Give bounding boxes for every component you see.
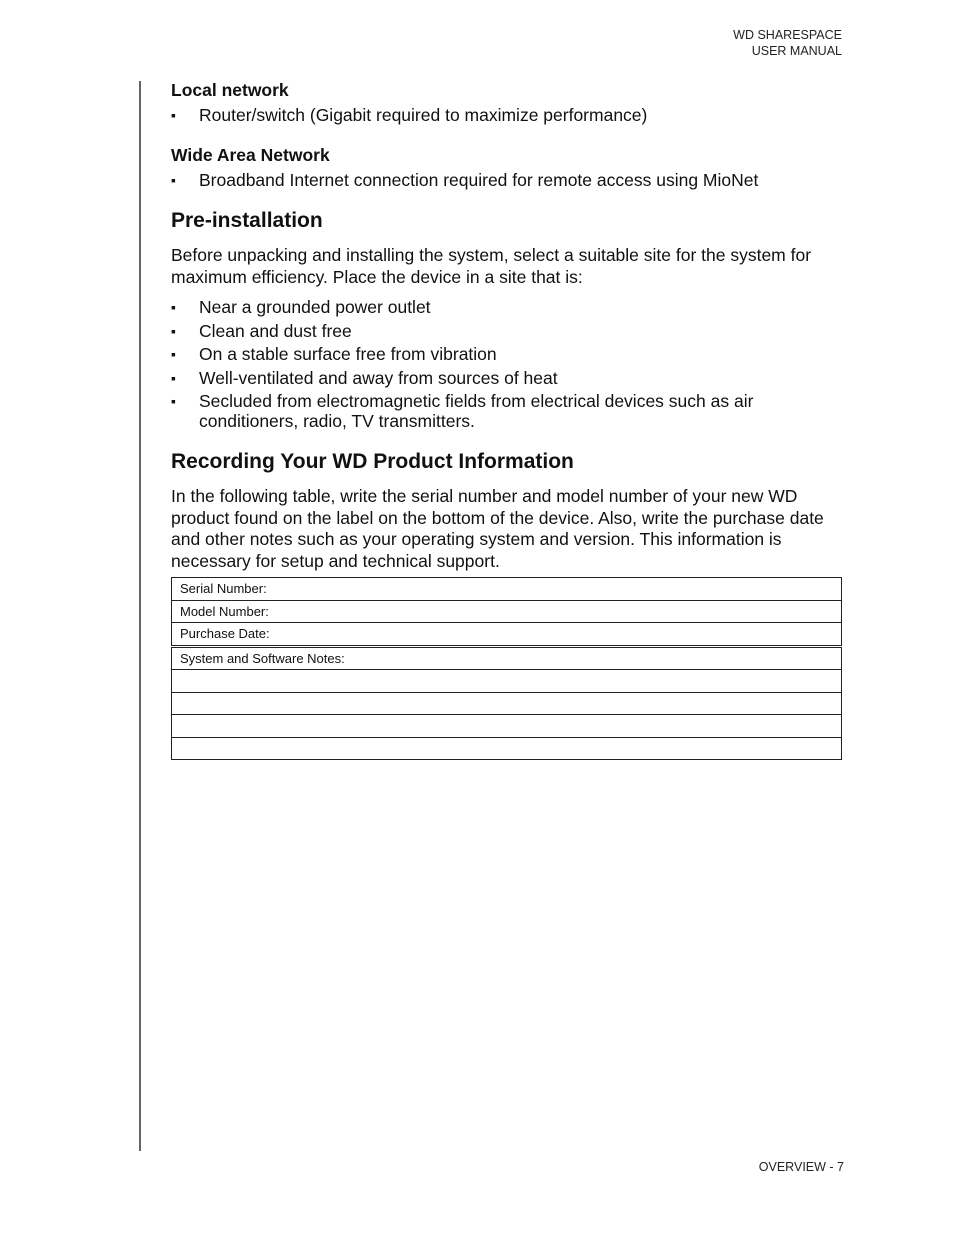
serial-number-cell: Serial Number: [172,578,842,601]
list-item [171,321,843,341]
list-item [171,368,843,388]
table-row [172,578,842,601]
wan-list [171,170,843,190]
table-row [172,600,842,623]
preinstall-heading: Pre-installation [171,209,323,232]
list-item-text: Router/switch (Gigabit required to maximize performance) [199,105,648,125]
local-network-heading: Local network [171,80,289,100]
notes-cell: System and Software Notes: [172,646,842,670]
list-item [171,170,843,190]
page-footer: OVERVIEW - 7 [758,1160,844,1174]
list-item-text: Clean and dust free [199,320,352,341]
table-row [172,692,842,715]
preinstall-paragraph: Before unpacking and installing the system, select a suitable site for the system for maximum efficiency. Place the device in a site that is: [171,245,812,287]
bullet-icon: ▪ [171,393,176,409]
list-item [171,297,843,317]
list-item-text: Secluded from electromagnetic fields from electrical devices such as air conditioners, radio, TV transmitters. [199,391,754,431]
list-item-text: On a stable surface free from vibration [199,344,497,364]
header-product: WD SHARESPACE [733,28,842,42]
recording-paragraph: In the following table, write the serial number and model number of your new WD product found on the label on the bottom of the device. Also, write the purchase date and other notes such as your operating system and version. This information is necessary for setup and technical support. [171,486,824,571]
bullet-icon: ▪ [171,369,176,386]
purchase-date-cell: Purchase Date: [172,623,842,647]
header-manual: USER MANUAL [751,44,842,58]
list-item-text: Broadband Internet connection required for remote access using MioNet [199,170,759,190]
local-network-list [171,105,843,125]
blank-cell [172,737,842,760]
table-row [172,715,842,738]
list-item [171,391,843,431]
model-number-cell: Model Number: [172,600,842,623]
running-header [733,27,842,59]
bullet-icon: ▪ [171,322,176,339]
list-item-text: Near a grounded power outlet [199,297,431,317]
table-row [172,737,842,760]
blank-cell [172,670,842,693]
recording-heading: Recording Your WD Product Information [171,450,574,473]
wan-heading: Wide Area Network [171,145,330,165]
list-item-text: Well-ventilated and away from sources of heat [199,367,558,388]
table-row [172,670,842,693]
table-row [172,646,842,670]
page-content [171,78,843,760]
product-info-table [171,577,842,760]
list-item [171,105,843,125]
margin-rule [139,81,141,1151]
table-row [172,623,842,647]
bullet-icon: ▪ [171,299,176,315]
bullet-icon: ▪ [171,346,176,362]
blank-cell [172,715,842,738]
blank-cell [172,692,842,715]
bullet-icon: ▪ [171,172,176,188]
bullet-icon: ▪ [171,107,176,123]
list-item [171,344,843,364]
preinstall-list [171,297,843,431]
